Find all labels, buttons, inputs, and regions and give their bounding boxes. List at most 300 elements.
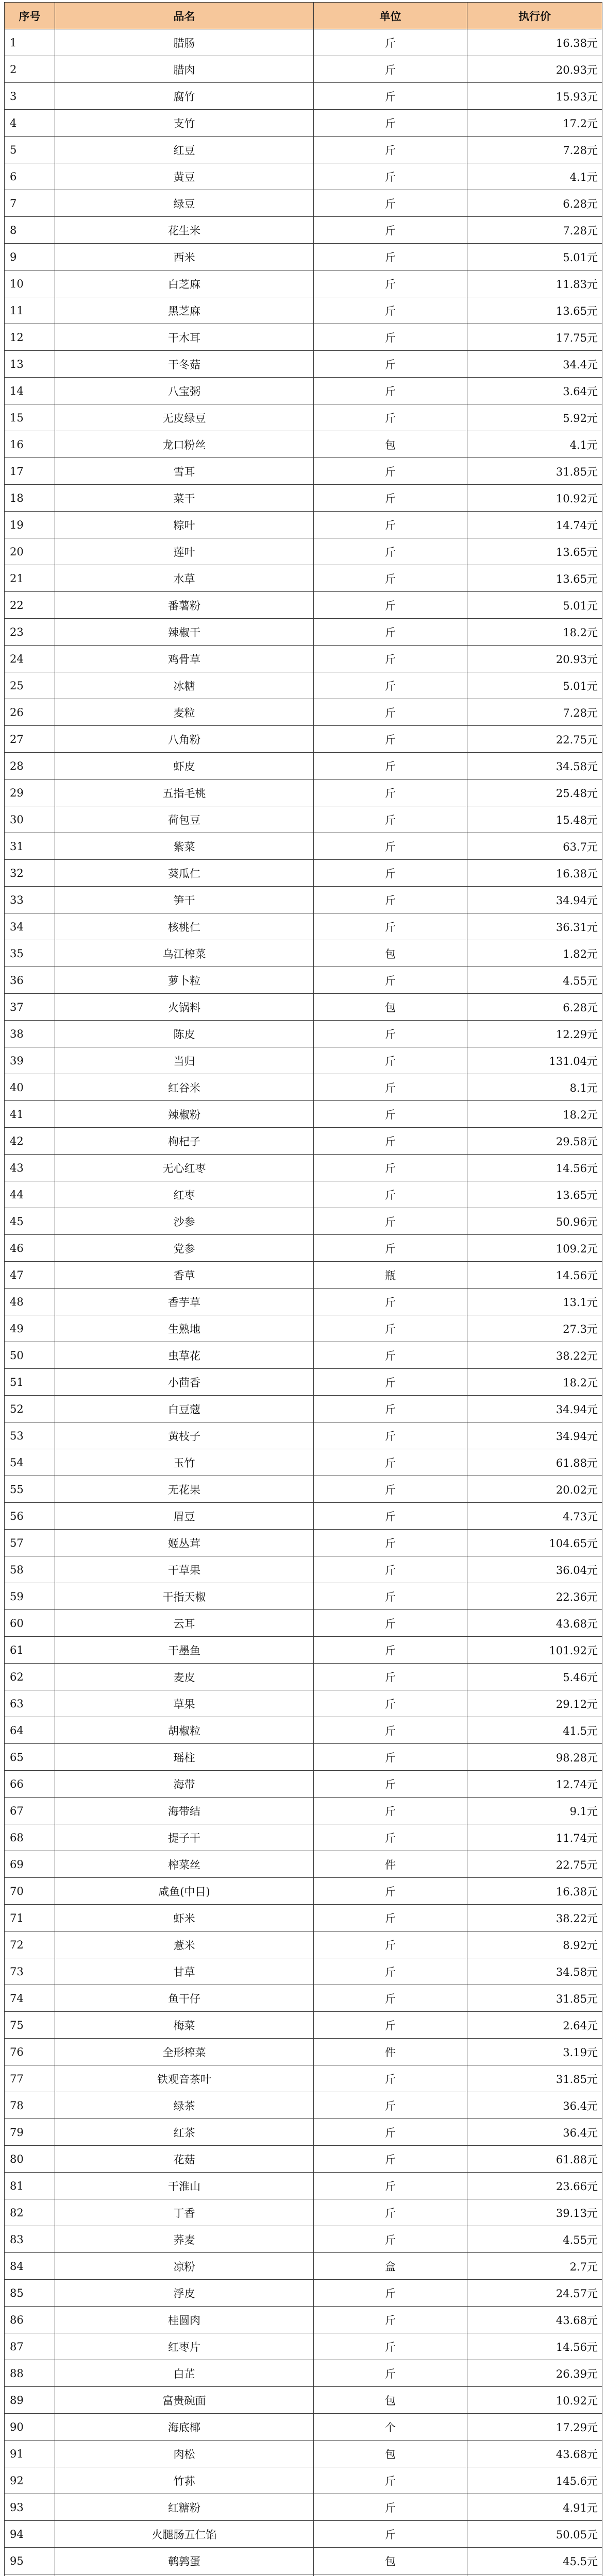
product-name: 梅菜 [55, 2012, 314, 2039]
unit-cell: 斤 [314, 538, 467, 565]
table-row [5, 940, 602, 967]
unit-cell: 斤 [314, 2360, 467, 2387]
unit-cell: 斤 [314, 1798, 467, 1824]
row-index: 51 [5, 1369, 55, 1396]
table-row [5, 779, 602, 806]
table-row [5, 2360, 602, 2387]
row-index: 86 [5, 2307, 55, 2333]
price-cell: 4.1元 [467, 163, 602, 190]
row-index: 22 [5, 592, 55, 619]
table-row [5, 1717, 602, 1744]
row-index: 60 [5, 1610, 55, 1637]
unit-cell [314, 2574, 467, 2576]
table-row [5, 699, 602, 726]
table-row [5, 1878, 602, 1905]
product-name: 红枣 [55, 1181, 314, 1208]
table-row [5, 592, 602, 619]
table-row [5, 2253, 602, 2280]
price-cell: 31.85元 [467, 1985, 602, 2012]
price-cell: 34.94元 [467, 1422, 602, 1449]
price-cell: 13.65元 [467, 565, 602, 592]
row-index: 63 [5, 1690, 55, 1717]
table-row [5, 1503, 602, 1530]
table-row [5, 833, 602, 860]
price-cell: 4.55元 [467, 2226, 602, 2253]
product-name: 黄豆 [55, 163, 314, 190]
product-name: 红枣片 [55, 2333, 314, 2360]
table-row [5, 1985, 602, 2012]
price-cell: 15.93元 [467, 83, 602, 110]
price-cell: 12.29元 [467, 1021, 602, 1047]
price-cell: 12.74元 [467, 1771, 602, 1798]
table-row [5, 1342, 602, 1369]
table-row [5, 1530, 602, 1556]
row-index: 38 [5, 1021, 55, 1047]
product-name: 虾皮 [55, 753, 314, 779]
table-row [5, 2012, 602, 2039]
row-index: 80 [5, 2146, 55, 2173]
unit-cell: 斤 [314, 2012, 467, 2039]
row-index: 41 [5, 1101, 55, 1128]
unit-cell: 斤 [314, 458, 467, 485]
price-cell: 36.4元 [467, 2092, 602, 2119]
product-name [55, 2574, 314, 2576]
table-row [5, 1744, 602, 1771]
product-name: 无花果 [55, 1476, 314, 1503]
table-row [5, 163, 602, 190]
unit-cell: 斤 [314, 1771, 467, 1798]
row-index: 48 [5, 1289, 55, 1315]
unit-cell: 包 [314, 994, 467, 1021]
price-cell: 34.94元 [467, 1396, 602, 1422]
price-cell: 2.7元 [467, 2253, 602, 2280]
product-name: 鱼干仔 [55, 1985, 314, 2012]
row-index: 1 [5, 29, 55, 56]
unit-cell: 斤 [314, 1155, 467, 1181]
row-index: 15 [5, 404, 55, 431]
row-index: 31 [5, 833, 55, 860]
unit-cell: 斤 [314, 110, 467, 137]
price-table [4, 2, 602, 2576]
table-row [5, 1128, 602, 1155]
table-row [5, 1556, 602, 1583]
table-row [5, 1824, 602, 1851]
row-index: 93 [5, 2494, 55, 2521]
price-cell: 20.93元 [467, 56, 602, 83]
unit-cell: 斤 [314, 163, 467, 190]
row-index: 11 [5, 297, 55, 324]
table-row [5, 913, 602, 940]
product-name: 红谷米 [55, 1074, 314, 1101]
unit-cell: 斤 [314, 1583, 467, 1610]
row-index: 27 [5, 726, 55, 753]
product-name: 草果 [55, 1690, 314, 1717]
product-name: 干草果 [55, 1556, 314, 1583]
unit-cell: 斤 [314, 913, 467, 940]
row-index: 55 [5, 1476, 55, 1503]
product-name: 云耳 [55, 1610, 314, 1637]
row-index: 58 [5, 1556, 55, 1583]
table-row [5, 378, 602, 404]
product-name: 干木耳 [55, 324, 314, 351]
row-index: 45 [5, 1208, 55, 1235]
unit-cell: 斤 [314, 2173, 467, 2199]
row-index: 78 [5, 2092, 55, 2119]
product-name: 花生米 [55, 217, 314, 244]
product-name: 眉豆 [55, 1503, 314, 1530]
unit-cell: 斤 [314, 726, 467, 753]
price-cell: 4.91元 [467, 2494, 602, 2521]
product-name: 红豆 [55, 137, 314, 163]
product-name: 黄枝子 [55, 1422, 314, 1449]
price-cell: 43.68元 [467, 2441, 602, 2467]
product-name: 莲叶 [55, 538, 314, 565]
product-name: 鹌鹑蛋 [55, 2548, 314, 2574]
unit-cell: 斤 [314, 1744, 467, 1771]
price-cell: 14.56元 [467, 1262, 602, 1289]
table-row [5, 1315, 602, 1342]
unit-cell: 斤 [314, 1717, 467, 1744]
unit-cell: 斤 [314, 646, 467, 672]
product-name: 五指毛桃 [55, 779, 314, 806]
unit-cell: 斤 [314, 1931, 467, 1958]
header-row [5, 3, 602, 29]
price-cell: 3.19元 [467, 2039, 602, 2065]
price-cell: 43.68元 [467, 1610, 602, 1637]
row-index: 29 [5, 779, 55, 806]
table-row [5, 967, 602, 994]
row-index: 37 [5, 994, 55, 1021]
table-row [5, 2333, 602, 2360]
unit-cell: 斤 [314, 619, 467, 646]
unit-cell: 斤 [314, 1289, 467, 1315]
table-row [5, 1771, 602, 1798]
unit-cell: 斤 [314, 29, 467, 56]
row-index: 82 [5, 2199, 55, 2226]
table-row [5, 2307, 602, 2333]
table-row [5, 351, 602, 378]
price-cell: 29.58元 [467, 1128, 602, 1155]
row-index: 62 [5, 1664, 55, 1690]
unit-cell: 斤 [314, 1637, 467, 1664]
product-name: 龙口粉丝 [55, 431, 314, 458]
row-index: 79 [5, 2119, 55, 2146]
price-cell: 31.85元 [467, 2065, 602, 2092]
unit-cell: 斤 [314, 2119, 467, 2146]
unit-cell: 斤 [314, 1985, 467, 2012]
row-index: 17 [5, 458, 55, 485]
unit-cell: 斤 [314, 967, 467, 994]
product-name: 辣椒粉 [55, 1101, 314, 1128]
unit-cell: 斤 [314, 2092, 467, 2119]
table-row [5, 1610, 602, 1637]
price-cell: 20.02元 [467, 1476, 602, 1503]
product-name: 番薯粉 [55, 592, 314, 619]
product-name: 冰糖 [55, 672, 314, 699]
table-row [5, 1958, 602, 1985]
unit-cell: 斤 [314, 2146, 467, 2173]
row-index: 25 [5, 672, 55, 699]
unit-cell: 斤 [314, 1878, 467, 1905]
table-row [5, 404, 602, 431]
unit-cell: 斤 [314, 1181, 467, 1208]
product-name: 陈皮 [55, 1021, 314, 1047]
price-cell: 36.04元 [467, 1556, 602, 1583]
table-row [5, 1690, 602, 1717]
row-index: 88 [5, 2360, 55, 2387]
price-cell: 13.65元 [467, 297, 602, 324]
product-name: 薏米 [55, 1931, 314, 1958]
unit-cell: 斤 [314, 2065, 467, 2092]
table-row [5, 672, 602, 699]
price-cell: 13.1元 [467, 1289, 602, 1315]
table-row [5, 1047, 602, 1074]
unit-cell: 斤 [314, 2307, 467, 2333]
product-name: 腐竹 [55, 83, 314, 110]
row-index: 3 [5, 83, 55, 110]
product-name: 榨菜丝 [55, 1851, 314, 1878]
table-row [5, 753, 602, 779]
product-name: 甘草 [55, 1958, 314, 1985]
header-unit: 单位 [314, 3, 467, 29]
table-row [5, 2146, 602, 2173]
product-name: 腊肠 [55, 29, 314, 56]
table-row [5, 726, 602, 753]
table-row [5, 1155, 602, 1181]
unit-cell: 斤 [314, 2280, 467, 2307]
product-name: 姬丛茸 [55, 1530, 314, 1556]
table-row [5, 1798, 602, 1824]
table-row [5, 806, 602, 833]
unit-cell: 斤 [314, 592, 467, 619]
row-index: 7 [5, 190, 55, 217]
price-cell: 45.5元 [467, 2548, 602, 2574]
price-cell: 22.75元 [467, 726, 602, 753]
table-row [5, 2574, 602, 2576]
product-name: 干冬菇 [55, 351, 314, 378]
product-name: 提子干 [55, 1824, 314, 1851]
table-row [5, 1905, 602, 1931]
price-cell: 131.04元 [467, 1047, 602, 1074]
row-index: 14 [5, 378, 55, 404]
unit-cell: 斤 [314, 2494, 467, 2521]
row-index: 42 [5, 1128, 55, 1155]
row-index: 53 [5, 1422, 55, 1449]
price-cell: 15.48元 [467, 806, 602, 833]
unit-cell: 斤 [314, 2521, 467, 2548]
price-cell: 14.56元 [467, 1155, 602, 1181]
table-row [5, 270, 602, 297]
product-name: 海底椰 [55, 2414, 314, 2441]
unit-cell: 包 [314, 940, 467, 967]
price-cell: 6.28元 [467, 994, 602, 1021]
product-name: 铁观音茶叶 [55, 2065, 314, 2092]
row-index: 50 [5, 1342, 55, 1369]
row-index: 5 [5, 137, 55, 163]
table-row [5, 2173, 602, 2199]
unit-cell: 斤 [314, 378, 467, 404]
unit-cell: 斤 [314, 297, 467, 324]
product-name: 黑芝麻 [55, 297, 314, 324]
row-index: 73 [5, 1958, 55, 1985]
price-cell: 98.28元 [467, 1744, 602, 1771]
unit-cell: 瓶 [314, 1262, 467, 1289]
table-row [5, 2467, 602, 2494]
product-name: 白芷 [55, 2360, 314, 2387]
price-cell: 8.92元 [467, 1931, 602, 1958]
product-name: 无皮绿豆 [55, 404, 314, 431]
unit-cell: 斤 [314, 512, 467, 538]
price-cell: 14.74元 [467, 512, 602, 538]
row-index: 43 [5, 1155, 55, 1181]
price-cell: 14.56元 [467, 2333, 602, 2360]
unit-cell: 斤 [314, 83, 467, 110]
price-cell: 145.6元 [467, 2467, 602, 2494]
unit-cell: 斤 [314, 1074, 467, 1101]
row-index: 49 [5, 1315, 55, 1342]
product-name: 凉粉 [55, 2253, 314, 2280]
table-row [5, 2441, 602, 2467]
table-row [5, 2119, 602, 2146]
table-row [5, 1476, 602, 1503]
row-index: 56 [5, 1503, 55, 1530]
product-name: 葵瓜仁 [55, 860, 314, 887]
price-cell: 6.28元 [467, 190, 602, 217]
table-row [5, 1021, 602, 1047]
row-index: 74 [5, 1985, 55, 2012]
row-index [5, 2574, 55, 2576]
unit-cell: 斤 [314, 137, 467, 163]
table-row [5, 1289, 602, 1315]
product-name: 西米 [55, 244, 314, 270]
product-name: 花菇 [55, 2146, 314, 2173]
unit-cell: 斤 [314, 1369, 467, 1396]
row-index: 67 [5, 1798, 55, 1824]
row-index: 91 [5, 2441, 55, 2467]
product-name: 胡椒粒 [55, 1717, 314, 1744]
product-name: 富贵碗面 [55, 2387, 314, 2414]
table-row [5, 2414, 602, 2441]
unit-cell: 斤 [314, 753, 467, 779]
table-row [5, 2521, 602, 2548]
row-index: 33 [5, 887, 55, 913]
product-name: 紫菜 [55, 833, 314, 860]
row-index: 90 [5, 2414, 55, 2441]
row-index: 20 [5, 538, 55, 565]
table-row [5, 324, 602, 351]
unit-cell: 斤 [314, 1556, 467, 1583]
price-cell: 31.85元 [467, 458, 602, 485]
price-cell: 11.83元 [467, 270, 602, 297]
price-cell: 101.92元 [467, 1637, 602, 1664]
table-row [5, 2199, 602, 2226]
table-row [5, 2494, 602, 2521]
price-cell: 13.65元 [467, 538, 602, 565]
row-index: 6 [5, 163, 55, 190]
price-cell: 5.01元 [467, 244, 602, 270]
price-cell [467, 2574, 602, 2576]
price-cell: 22.75元 [467, 1851, 602, 1878]
table-row [5, 1181, 602, 1208]
table-row [5, 297, 602, 324]
price-cell: 104.65元 [467, 1530, 602, 1556]
product-name: 香草 [55, 1262, 314, 1289]
table-row [5, 2039, 602, 2065]
product-name: 火锅料 [55, 994, 314, 1021]
price-cell: 5.01元 [467, 592, 602, 619]
price-cell: 27.3元 [467, 1315, 602, 1342]
row-index: 39 [5, 1047, 55, 1074]
product-name: 枸杞子 [55, 1128, 314, 1155]
product-name: 小茴香 [55, 1369, 314, 1396]
price-cell: 29.12元 [467, 1690, 602, 1717]
row-index: 8 [5, 217, 55, 244]
unit-cell: 斤 [314, 699, 467, 726]
unit-cell: 斤 [314, 1235, 467, 1262]
unit-cell: 斤 [314, 860, 467, 887]
row-index: 92 [5, 2467, 55, 2494]
row-index: 19 [5, 512, 55, 538]
unit-cell: 斤 [314, 887, 467, 913]
table-row [5, 485, 602, 512]
row-index: 44 [5, 1181, 55, 1208]
product-name: 丁香 [55, 2199, 314, 2226]
unit-cell: 斤 [314, 1021, 467, 1047]
row-index: 16 [5, 431, 55, 458]
unit-cell: 斤 [314, 1422, 467, 1449]
row-index: 2 [5, 56, 55, 83]
product-name: 麦粒 [55, 699, 314, 726]
unit-cell: 斤 [314, 565, 467, 592]
unit-cell: 斤 [314, 779, 467, 806]
table-row [5, 137, 602, 163]
table-row [5, 2280, 602, 2307]
product-name: 玉竹 [55, 1449, 314, 1476]
unit-cell: 斤 [314, 1503, 467, 1530]
table-row [5, 190, 602, 217]
product-name: 白豆蔻 [55, 1396, 314, 1422]
table-row [5, 2548, 602, 2574]
price-cell: 26.39元 [467, 2360, 602, 2387]
price-cell: 4.1元 [467, 431, 602, 458]
unit-cell: 斤 [314, 806, 467, 833]
product-name: 党参 [55, 1235, 314, 1262]
unit-cell: 斤 [314, 485, 467, 512]
row-index: 85 [5, 2280, 55, 2307]
table-row [5, 1637, 602, 1664]
product-name: 干淮山 [55, 2173, 314, 2199]
price-cell: 34.58元 [467, 1958, 602, 1985]
table-row [5, 2226, 602, 2253]
product-name: 沙参 [55, 1208, 314, 1235]
product-name: 香芋草 [55, 1289, 314, 1315]
product-name: 竹荪 [55, 2467, 314, 2494]
row-index: 57 [5, 1530, 55, 1556]
row-index: 46 [5, 1235, 55, 1262]
price-cell: 8.1元 [467, 1074, 602, 1101]
product-name: 水草 [55, 565, 314, 592]
product-name: 菜干 [55, 485, 314, 512]
table-row [5, 1664, 602, 1690]
unit-cell: 包 [314, 2441, 467, 2467]
unit-cell: 斤 [314, 2226, 467, 2253]
product-name: 海带结 [55, 1798, 314, 1824]
price-sheet [4, 2, 602, 2576]
price-cell: 63.7元 [467, 833, 602, 860]
table-row [5, 431, 602, 458]
price-cell: 9.1元 [467, 1798, 602, 1824]
product-name: 虾米 [55, 1905, 314, 1931]
